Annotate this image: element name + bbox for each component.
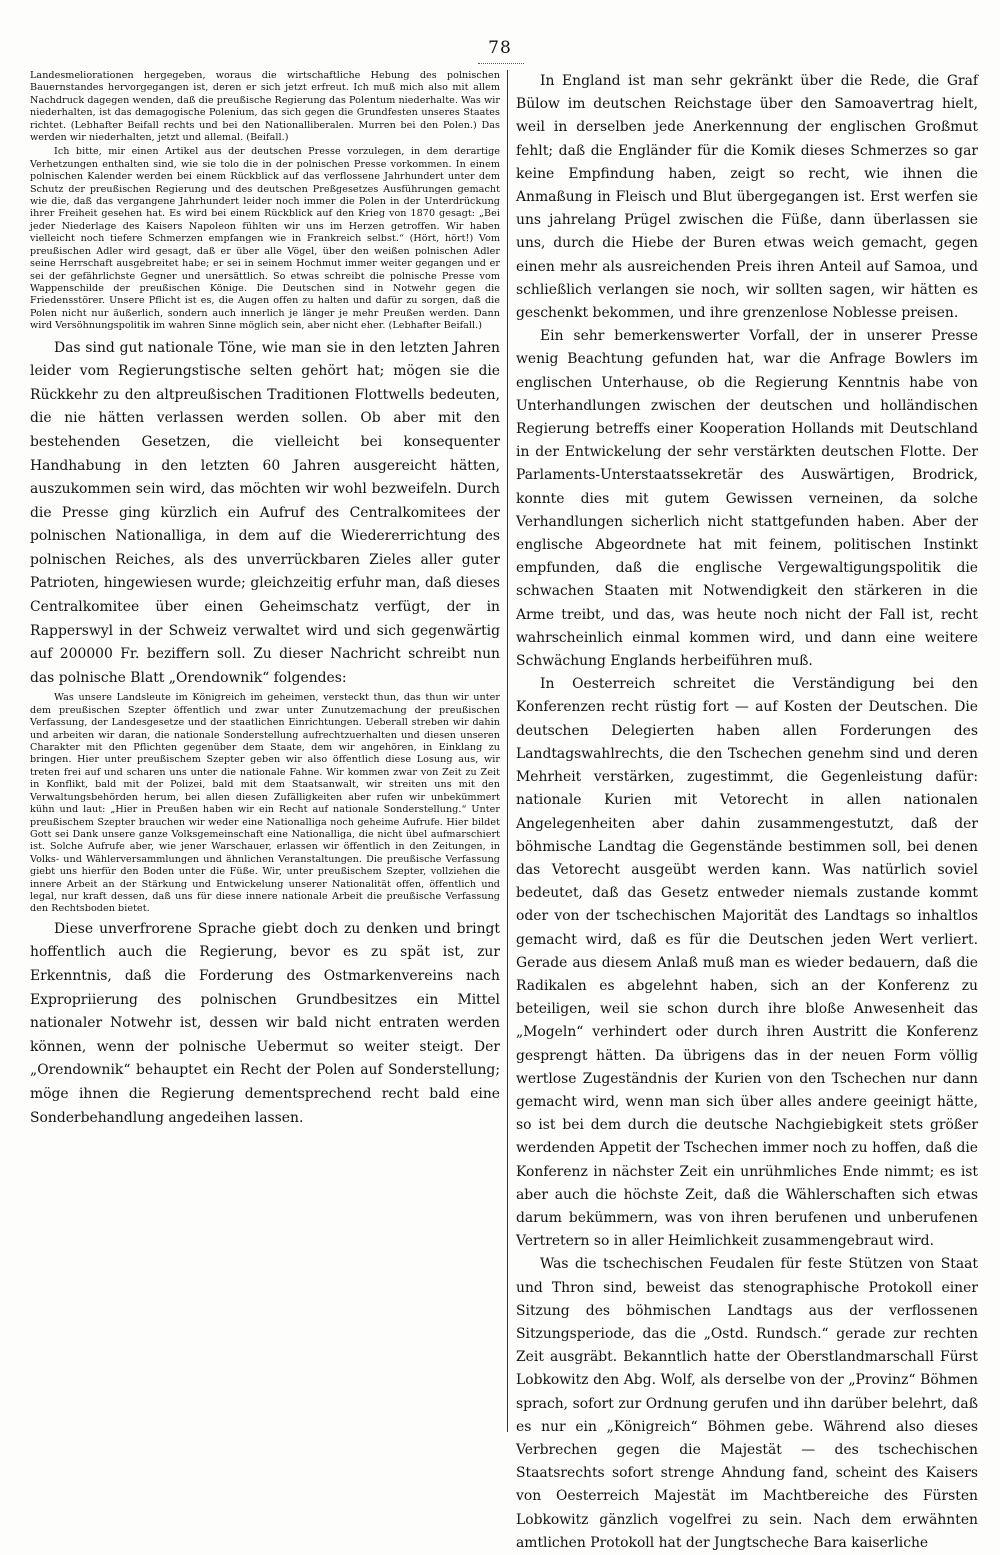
bowlers-paragraph: Ein sehr bemerkenswerter Vorfall, der in unserer Presse wenig Beachtung gefunden hat, war die Anfrage Bowlers im englischen Unterhause, ob die Regierung Kenntnis habe von Unterhandlungen zwischen der deutschen und holländischen Regierung betreffs einer Kooperation Hollands mit Deutschland in der Entwickelung der sehr verstärkten deutschen Flotte. Der Parlaments-Unterstaatssekretär des Auswärtigen, Brodrick, konnte dies mit gutem Gewissen verneinen, da solche Verhandlungen sicherlich nicht stattgefunden haben. Aber der englische Abgeordnete hat mit feinem, politischen Instinkt empfunden, daß die englische Vergewaltigungspolitik die schwachen Staaten mit Notwendigkeit den stärkeren in die Arme treibt, und das, was heute noch nicht der Fall ist, recht wahrscheinlich einmal kommen wird, und dann eine weitere Schwächung Englands herbeiführen muß. [516,328,978,670]
oesterreich-paragraph: In Oesterreich schreitet die Verständigung bei den Konferenzen recht rüstig fort — auf Kosten der Deutschen. Die deutschen Delegierten haben allen Forderungen des Landtagswahlrechts, die den Tschechen genehm sind und deren Mehrheit verstärken, zugestimmt, die Gegenleistung dafür: nationale Kurien mit Vetorecht in allen nationalen Angelegenheiten aber dahin zusammengestutzt, daß der böhmische Landtag die Gegenstände bestimmen soll, bei denen das Vetorecht ausgeübt werden kann. Was natürlich soviel bedeutet, daß das Gesetz entweder niemals zustande kommt oder von der tschechischen Majorität des Landtags so inhaltlos gemacht wird, daß es für die Deutschen jeden Wert verliert. Gerade aus diesem Anlaß muß man es wieder bedauern, daß die Radikalen es abgelehnt haben, sich an der Konferenz zu beteiligen, weil sie schon durch ihre bloße Anwesenheit das „Mogeln“ verhindert oder durch ihren Austritt die Konferenz gesprengt hätten. Da übrigens das in der neuen Form völlig wertlose Zugeständnis der Kurien von den Tschechen nur dann gemacht wird, wenn man sich über alles andere geeinigt hätte, so ist bei dem durch die deutsche Nachgiebigkeit stets größer werdenden Appetit der Tschechen immer noch zu hoffen, daß die Konferenz in nächster Zeit ein unrühmliches Ende nimmt; es ist aber auch die höchste Zeit, daß die Wählerschaften sich etwas darum bekümmern, was von ihren berufenen und unberufenen Vertretern so in aller Heimlichkeit zusammengebraut wird. [516,676,978,1250]
orendownik-quote: Was unsere Landsleute im Königreich im geheimen, versteckt thun, das thun wir unter dem preußischen Szepter öffentlich und zwar unter Zunutzemachung der preußischen Verfassung, der Landesgesetze und der staatlichen Einrichtungen. Ueberall streben wir dahin und arbeiten wir daran, die nationale Sonderstellung aufrechtzuerhalten und diesen unseren Charakter mit den Pflichten gegenüber dem Staate, dem wir angehören, in Einklang zu bringen. Hier unter preußischem Szepter geben wir also öffentlich diese Losung aus, wir treten frei auf und scharen uns unter die nationale Fahne. Wir kommen zwar von Zeit zu Zeit in Konflikt, bald mit der Polizei, bald mit dem Staatsanwalt, wir streiten uns mit den Verwaltungsbehörden herum, bei allen diesen Zufälligkeiten aber rufen wir unbekümmert kühn und laut: „Hier in Preußen haben wir ein Recht auf nationale Sonderstellung.“ Unter preußischem Szepter brauchen wir weder eine Nationalliga noch geheime Aufrufe. Hier bildet Gott sei Dank unsere ganze Volksgemeinschaft eine Nationalliga, die nicht übel aufmarschiert ist. Solche Aufrufe aber, wie jener Warschauer, erlassen wir öffentlich in den Zeitungen, in Volks- und Wählerversammlungen und ähnlichen Veranstaltungen. Die preußische Verfassung giebt uns hierfür den Boden unter die Füße. Wir, unter preußischem Szepter, vollziehen die innere Arbeit an der Stärkung und Entwickelung unserer Nationalität offen, öffentlich und legal, nur kraft dessen, daß uns für diese innere nationale Arbeit die preußische Verfassung den Rechtsboden bietet. [30,692,500,915]
feudalen-paragraph: Was die tschechischen Feudalen für feste Stützen von Staat und Thron sind, beweist das stenographische Protokoll einer Sitzung des böhmischen Landtags aus der verflossenen Sitzungsperiode, das die „Ostd. Rundsch.“ gerade zur rechten Zeit ausgräbt. Bekanntlich hatte der Oberstlandmarschall Fürst Lobkowitz den Abg. Wolf, als derselbe von der „Provinz“ Böhmen sprach, sofort zur Ordnung gerufen und ihn darüber belehrt, daß es nur ein „Königreich“ Böhmen gebe. Während also dieses Verbrechen gegen die Majestät — des tschechischen Staatsrechts sofort strenge Ahndung fand, scheint des Kaisers von Oesterreich Majestät im Machtbereiche des Fürsten Lobkowitz gänzlich vogelfrei zu sein. Nach dem erwähnten amtlichen Protokoll hat der Jungtscheche Bara kaiserliche [516,1256,978,1551]
left-column [30,70,500,1432]
right-column [516,70,978,1551]
page-number-rule [478,63,524,65]
speech-excerpt-continued: Ich bitte, mir einen Artikel aus der deutschen Presse vorzulegen, in dem derartige Verhetzungen enthalten sind, wie sie tolo die in der polnischen Presse vorkommen. In einem polnischen Kalender werden bei einem Rückblick auf das verflossene Jahrhundert unter dem Schutz der preußischen Regierung und des deutschen Preßgesetzes Ausführungen gemacht wie die, daß das vergangene Jahrhundert leider noch immer die Polen in der Unterdrückung ihrer Freiheit gesehen hat. Es wird bei einem Rückblick auf den Krieg von 1870 gesagt: „Bei jeder Niederlage des Kaisers Napoleon fühlten wir uns im Herzen getroffen. Wir haben vielleicht noch tiefere Schmerzen empfangen wie in Frankreich selbst.“ (Hört, hört!) Vom preußischen Adler wird gesagt, daß er über alle Vögel, über den weißen polnischen Adler seine Herrschaft ausgebreitet habe; er sei in seinem Hochmut immer weiter gegangen und er sei der gefährlichste Gegner und unersättlich. So etwas schreibt die polnische Presse vom Wappenschilde der preußischen Könige. Die Deutschen sind in Notwehr gegen die Friedensstörer. Unsere Pflicht ist es, die Augen offen zu halten und dafür zu sorgen, daß die Polen nicht nur äußerlich, sondern auch innerlich je länger je mehr Preußen werden. Dann wird Versöhnungspolitik im wahren Sinne möglich sein, aber nicht eher. (Lebhafter Beifall.) [30,146,500,332]
england-paragraph: In England ist man sehr gekränkt über die Rede, die Graf Bülow im deutschen Reichstage über den Samoavertrag hielt, weil in derselben jede Anerkennung der englischen Großmut fehlt; daß die Engländer für die Komik dieses Schmerzes so gar keine Empfindung haben, zeigt so recht, wie ihnen die Anmaßung in Fleisch und Blut übergegangen ist. Erst werfen sie uns jahrelang Prügel zwischen die Füße, dann überlassen sie uns, durch die Hiebe der Buren etwas weich gemacht, gegen einen mehr als ausreichenden Preis ihren Anteil auf Samoa, und schließlich verlangen sie noch, wir sollten sagen, wir hätten es geschenkt bekommen, und ihre grenzenlose Noblesse preisen. [516,73,978,322]
column-divider [507,70,508,1432]
speech-excerpt-end: Landesmeliorationen hergegeben, woraus die wirtschaftliche Hebung des polnischen Bauernstandes hervorgegangen ist, deren er sich jetzt erfreut. Ich muß mich also mit allem Nachdruck dagegen wenden, daß die preußische Regierung das Polentum niederhalte. Was wir niederhalten, ist das demagogische Polenium, das sich gegen die Grundfesten unseres Staates richtet. (Lebhafter Beifall rechts und bei den Nationalliberalen. Murren bei den Polen.) Das werden wir niederhalten, jetzt und allemal. (Beifall.) [30,70,500,144]
page-number: 78 [488,38,512,58]
closing-paragraph: Diese unverfrorene Sprache giebt doch zu denken und bringt hoffentlich auch die Regierung, bevor es zu spät ist, zur Erkenntnis, daß die Forderung des Ostmarkenvereins nach Expropriierung des polnischen Grundbesitzes ein Mittel nationaler Notwehr ist, dessen wir bald nicht entraten werden können, wenn der polnische Uebermut so weiter steigt. Der „Orendownik“ behauptet ein Recht der Polen auf Sonderstellung; möge ihnen die Regierung dementsprechend recht bald eine Sonderbehandlung angedeihen lassen. [30,920,500,1126]
commentary-paragraph: Das sind gut nationale Töne, wie man sie in den letzten Jahren leider vom Regierungstische selten gehört hat; mögen sie die Rückkehr zu den altpreußischen Traditionen Flottwells bedeuten, die nie hätten verlassen werden sollen. Ob aber mit den bestehenden Gesetzen, die vielleicht bei konsequenter Handhabung in den letzten 60 Jahren ausgereicht hätten, auszukommen sein wird, das möchten wir wohl bezweifeln. Durch die Presse ging kürzlich ein Aufruf des Centralkomitees der polnischen Nationalliga, in dem auf die Wiedererrichtung des polnischen Reiches, als des unverrückbaren Zieles aller guter Patrioten, hingewiesen wurde; gleichzeitig erfuhr man, daß dieses Centralkomitee über einen Geheimschatz verfügt, der in Rapperswyl in der Schweiz verwaltet wird und sich gegenwärtig auf 200000 Fr. beziffern soll. Zu dieser Nachricht schreibt nun das polnische Blatt „Orendownik“ folgendes: [30,339,500,686]
